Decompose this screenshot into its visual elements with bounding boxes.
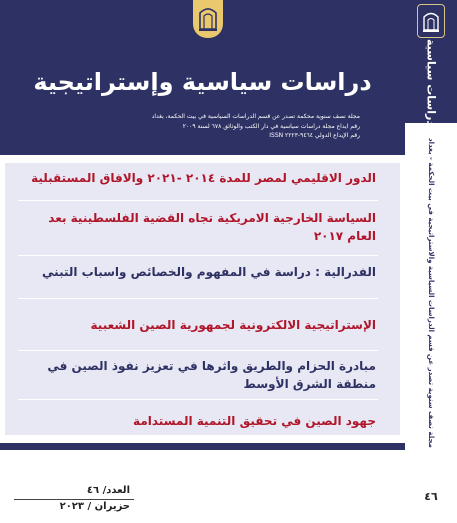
divider: [18, 255, 378, 256]
divider: [18, 350, 378, 351]
bayt-al-hikma-logo-icon: [417, 4, 445, 38]
spine-title-wrap: [409, 38, 453, 126]
issue-date: حزيران / ٢٠٢٣: [59, 501, 130, 512]
divider: [18, 298, 378, 299]
cover-header: [0, 0, 405, 155]
article-title: الإستراتيجية الالكترونية لجمهورية الصين الشعبية: [90, 318, 376, 332]
spine-subtitle-wrap: [409, 128, 453, 458]
info-line: مجلة نصف سنوية محكمة تصدر عن قسم الدراسات السياسية في بيت الحكمة، بغداد: [151, 113, 360, 120]
footer-bar: [0, 443, 405, 450]
contents-panel: [0, 155, 405, 443]
article-title: الفدرالية : دراسة في المفهوم والخصائص واسباب التبني: [42, 265, 376, 279]
spine-subtitle: مجلة نصف سنوية تصدر عن قسم الدراسات السياسية والاستراتيجية في بيت الحكمة - بغداد: [427, 138, 435, 448]
article-title: السياسة الخارجية الامريكية تجاه القضية الفلسطينية بعد العام ٢٠١٧: [48, 211, 376, 243]
info-line: رقم ايداع مجلة دراسات سياسية في دار الكتب والوثائق ٦٧٨ لسنة ٢٠٠٩: [182, 122, 360, 130]
article-title: الدور الاقليمي لمصر للمدة ٢٠١٤ -٢٠٢١ والافاق المستقبلية: [31, 171, 376, 185]
spine-issue-number: ٤٦: [424, 490, 438, 503]
cover-footer: [0, 443, 405, 523]
divider: [14, 499, 134, 500]
divider: [18, 399, 378, 400]
issue-number: العدد/ ٤٦: [86, 485, 130, 496]
journal-title: دراسات سياسية وإستراتيجية: [33, 68, 372, 96]
article-title: جهود الصين في تحقيق التنمية المستدامة: [133, 414, 376, 428]
spine-header: [405, 0, 457, 126]
bayt-al-hikma-emblem-icon: [193, 0, 223, 38]
article-title: مبادرة الحزام والطريق واثرها في تعزيز نفوذ الصين في منطقة الشرق الأوسط: [47, 359, 376, 391]
contents-background: [5, 163, 400, 435]
journal-info: [40, 112, 360, 141]
spine-title: دراسات سياسية: [424, 38, 438, 126]
info-line: رقم الإيداع الدولي ٩٤٦٤-٢٢٢٣ ISSN: [269, 132, 360, 139]
spine: [405, 0, 457, 523]
divider: [18, 200, 378, 201]
